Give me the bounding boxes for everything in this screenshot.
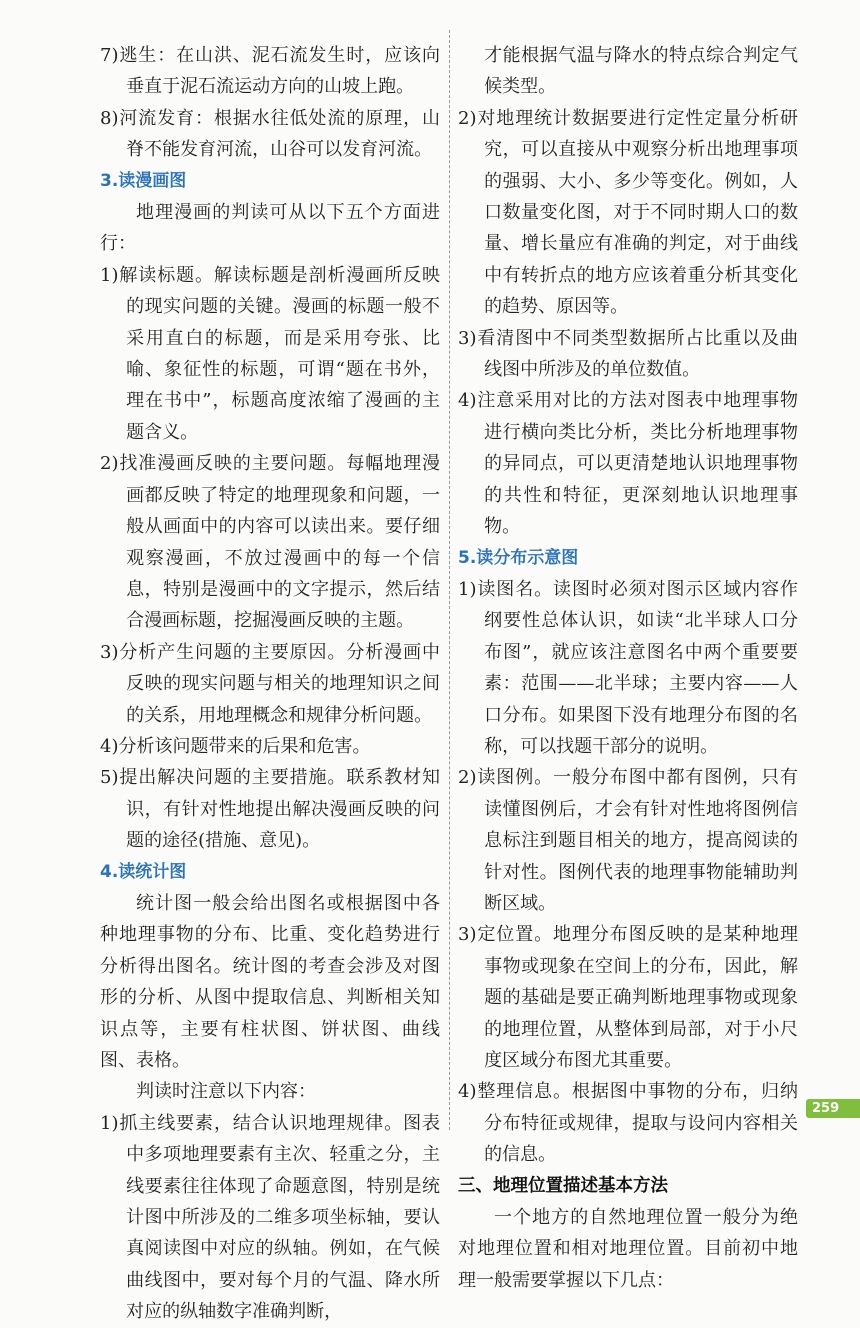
left-column (100, 40, 440, 1328)
list-item-escape: 7)逃生：在山洪、泥石流发生时，应该向垂直于泥石流运动方向的山坡上跑。 (100, 45, 440, 98)
heading-read-statistics: 4.读统计图 (100, 861, 187, 882)
column-divider (449, 30, 450, 1130)
statistics-item-1-continued: 才能根据气温与降水的特点综合判定气候类型。 (484, 45, 798, 98)
distribution-item-3: 3)定位置。地理分布图反映的是某种地理事物或现象在空间上的分布，因此，解题的基础是要正确判断地理事物或现象的地理位置，从整体到局部，对于小尺度区域分布图尤其重要。 (458, 924, 798, 1071)
heading-read-distribution: 5.读分布示意图 (458, 547, 579, 568)
heading-read-cartoon: 3.读漫画图 (100, 170, 187, 191)
distribution-item-2: 2)读图例。一般分布图中都有图例，只有读懂图例后，才会有针对性地将图例信息标注到题目相关的地方，提高阅读的针对性。图例代表的地理事物能辅助判断区域。 (458, 767, 798, 914)
cartoon-item-1: 1)解读标题。解读标题是剖析漫画所反映的现实问题的关键。漫画的标题一般不采用直白的标题，而是采用夸张、比喻、象征性的标题，可谓“题在书外，理在书中”，标题高度浓缩了漫画的主题含义。 (100, 264, 440, 443)
cartoon-intro: 地理漫画的判读可从以下五个方面进行： (100, 202, 440, 255)
distribution-item-1: 1)读图名。读图时必须对图示区域内容作纲要性总体认识，如读“北半球人口分布图”，就应该注意图名中两个重要要素：范围——北半球；主要内容——人口分布。如果图下没有地理分布图的名称，可以找题干部分的说明。 (458, 578, 798, 757)
cartoon-item-2: 2)找准漫画反映的主要问题。每幅地理漫画都反映了特定的地理现象和问题，一般从画面中的内容可以读出来。要仔细观察漫画，不放过漫画中的每一个信息，特别是漫画中的文字提示，然后结合漫画标题，挖掘漫画反映的主题。 (100, 453, 440, 632)
cartoon-item-5: 5)提出解决问题的主要措施。联系教材知识，有针对性地提出解决漫画反映的问题的途径(措施、意见)。 (100, 767, 440, 852)
statistics-item-1: 1)抓主线要素，结合认识地理规律。图表中多项地理要素有主次、轻重之分，主线要素往往体现了命题意图，特别是统计图中所涉及的二维多项坐标轴，要认真阅读图中对应的纵轴。例如，在气候曲线图中，要对每个月的气温、降水所对应的纵轴数字准确判断， (100, 1112, 440, 1323)
statistics-note: 判读时注意以下内容： (136, 1081, 316, 1103)
statistics-item-4: 4)注意采用对比的方法对图表中地理事物进行横向类比分析，类比分析地理事物的异同点，可以更清楚地认识地理事物的共性和特征，更深刻地认识地理事物。 (458, 390, 798, 538)
right-column (458, 40, 798, 1296)
section-heading-location-methods: 三、地理位置描述基本方法 (458, 1175, 668, 1196)
cartoon-item-3: 3)分析产生问题的主要原因。分析漫画中反映的现实问题与相关的地理知识之间的关系，用地理概念和规律分析问题。 (100, 641, 440, 726)
list-item-river: 8)河流发育：根据水往低处流的原理，山脊不能发育河流，山谷可以发育河流。 (100, 107, 440, 161)
page-number: 259 (806, 1099, 860, 1118)
distribution-item-4: 4)整理信息。根据图中事物的分布，归纳分布特征或规律，提取与设问内容相关的信息。 (458, 1081, 798, 1166)
location-methods-paragraph: 一个地方的自然地理位置一般分为绝对地理位置和相对地理位置。目前初中地理一般需要掌握以下几点： (458, 1207, 798, 1291)
statistics-item-3: 3)看清图中不同类型数据所占比重以及曲线图中所涉及的单位数值。 (458, 327, 798, 381)
cartoon-item-4: 4)分析该问题带来的后果和危害。 (100, 735, 371, 757)
statistics-item-2: 2)对地理统计数据要进行定性定量分析研究，可以直接从中观察分析出地理事项的强弱、大小、多少等变化。例如，人口数量变化图，对于不同时期人口的数量、增长量应有准确的判定，对于曲线中有转折点的地方应该着重分析其变化的趋势、原因等。 (458, 107, 798, 318)
statistics-intro: 统计图一般会给出图名或根据图中各种地理事物的分布、比重、变化趋势进行分析得出图名。统计图的考查会涉及对图形的分析、从图中提取信息、判断相关知识点等，主要有柱状图、饼状图、曲线图、表格。 (100, 892, 440, 1071)
